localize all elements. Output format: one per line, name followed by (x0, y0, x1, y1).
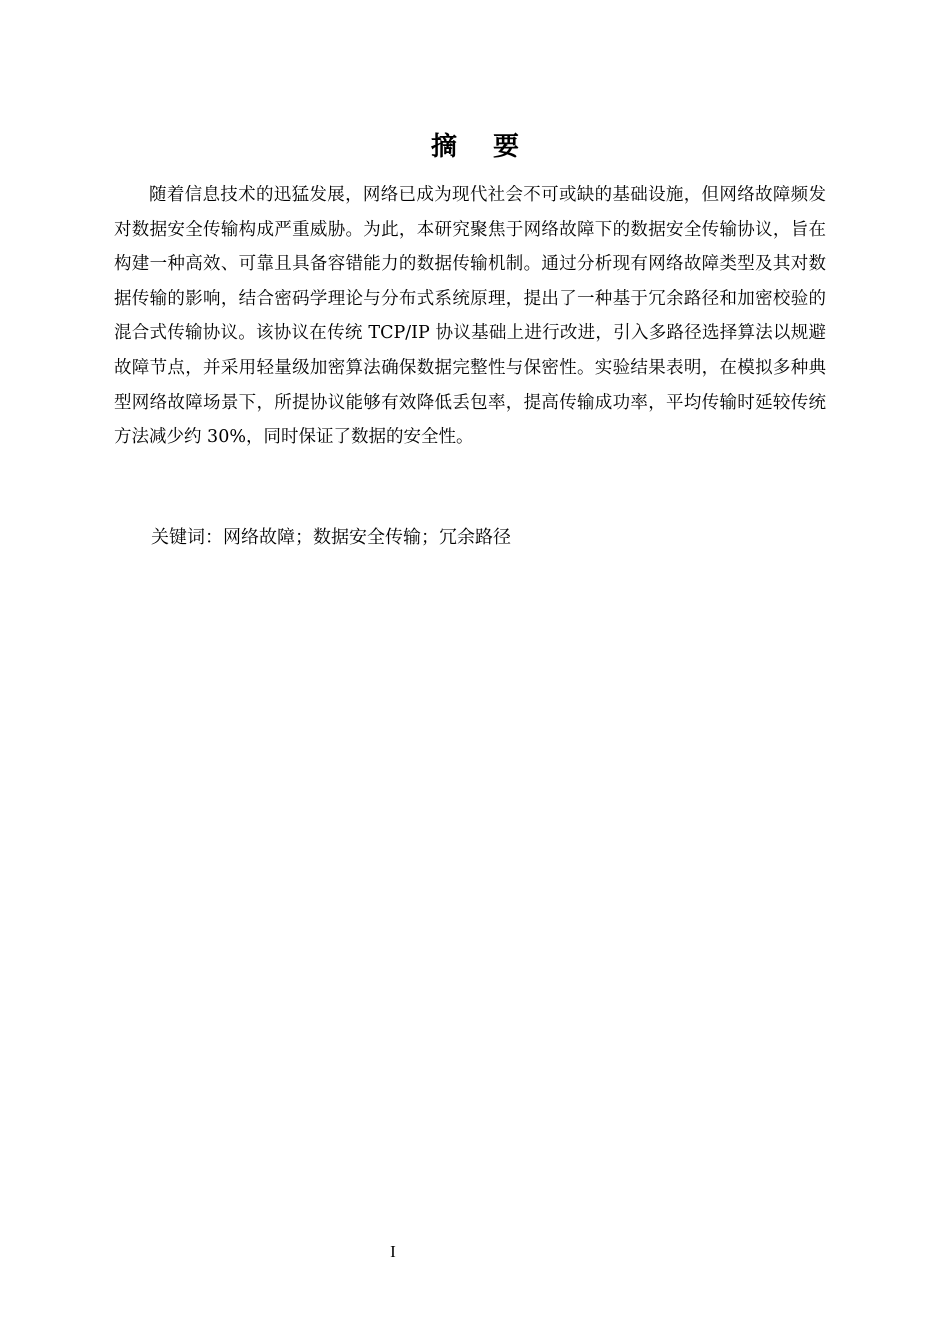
keywords-line (151, 522, 826, 554)
heading-char-1: 摘 (430, 132, 457, 162)
heading-char-2: 要 (493, 132, 520, 162)
page-number: I (390, 1242, 396, 1261)
abstract-heading (0, 130, 950, 164)
keywords-label: 关键词： (151, 527, 223, 548)
keywords-list: 网络故障；数据安全传输；冗余路径 (223, 527, 511, 548)
abstract-paragraph: 随着信息技术的迅猛发展，网络已成为现代社会不可或缺的基础设施，但网络故障频发对数据安全传输构成严重威胁。为此，本研究聚焦于网络故障下的数据安全传输协议，旨在构建一种高效、可靠且具备容错能力的数据传输机制。通过分析现有网络故障类型及其对数据传输的影响，结合密码学理论与分布式系统原理，提出了一种基于冗余路径和加密校验的混合式传输协议。该协议在传统 TCP/IP 协议基础上进行改进，引入多路径选择算法以规避故障节点，并采用轻量级加密算法确保数据完整性与保密性。实验结果表明，在模拟多种典型网络故障场景下，所提协议能够有效降低丢包率，提高传输成功率，平均传输时延较传统方法减少约 30%，同时保证了数据的安全性。 (114, 185, 826, 448)
